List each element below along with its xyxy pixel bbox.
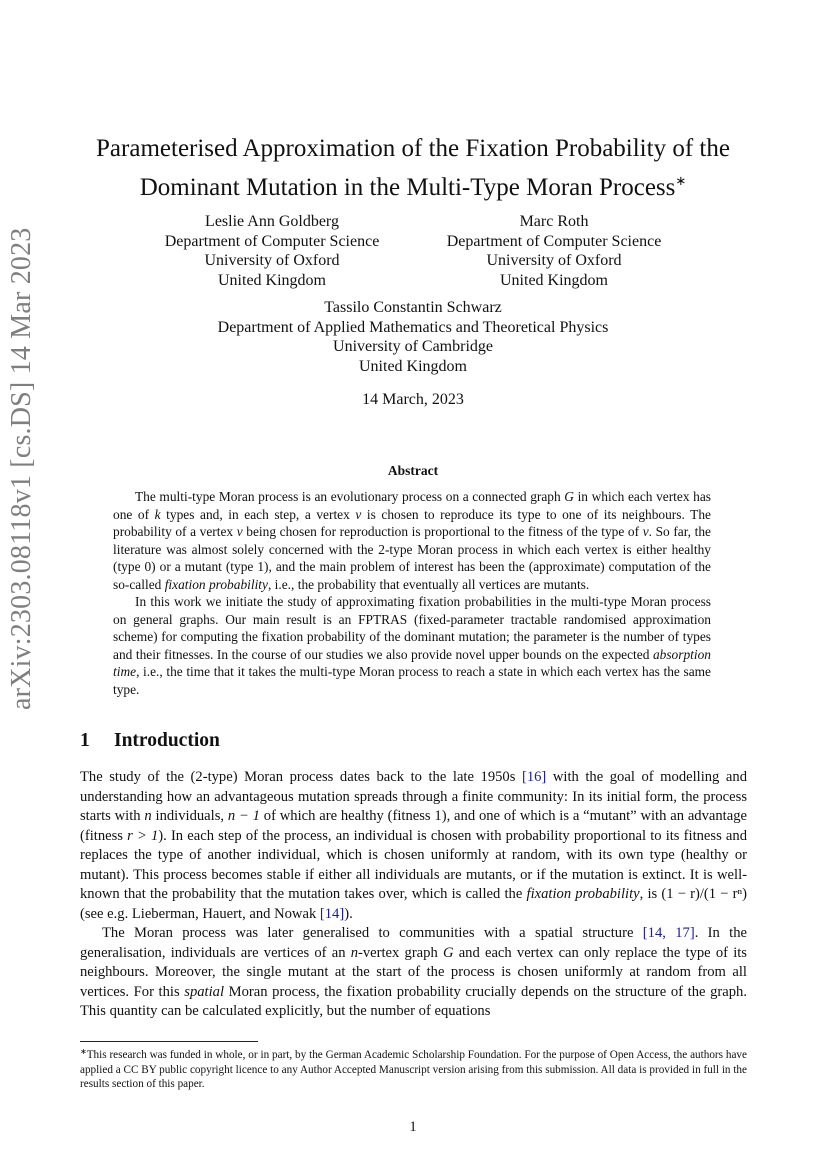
text-run: Moran process, the fixation probability crucially depends on the structure of the graph. This quantity can be calculated explicitly, but the number of equations <box>80 983 747 1019</box>
text-run: (see e.g. Lieberman, Hauert, and Nowak <box>80 905 320 922</box>
text-run: individuals, <box>151 808 228 824</box>
math-var: v <box>642 524 649 539</box>
text-run: ). In each step of the process, an individual is chosen with probability proportional to its fitness and replaces the type of another individual, which is chosen uniformly at random, with its own type (healthy or mutant). This process becomes stable if either all individuals are mutants, or if the mutation is extinct. It is well-known that the probability that the mutation takes over, which is called the <box>80 827 747 902</box>
author-name: Tassilo Constantin Schwarz <box>324 299 502 316</box>
author-country: United Kingdom <box>218 271 326 289</box>
math-var: v <box>355 506 362 522</box>
intro-paragraph-2 <box>80 924 747 1022</box>
introduction-body <box>80 768 747 1022</box>
math-var: n <box>144 808 152 824</box>
text-run: , i.e., the probability that eventually all vertices are mutants. <box>267 576 590 592</box>
title-line-2-text: Dominant Mutation in the Multi-Type Moran Process <box>139 174 676 201</box>
text-run: In this work we initiate the study of approximating fixation probabilities in the multi-type Moran process on general graphs. Our main result is an FPTRAS (fixed-parameter tractable randomised approximation scheme) for computing the fixation probability of the dominant mutation; the parameter is the number of types and their fitnesses. In the course of our studies we also provide novel upper bounds on the expected <box>113 594 711 662</box>
citation-link[interactable]: [16] <box>521 769 547 785</box>
title-line-1: Parameterised Approximation of the Fixation Probability of the <box>96 135 730 162</box>
page-number: 1 <box>409 1119 417 1135</box>
footnote-text: This research was funded in whole, or in part, by the German Academic Scholarship Foundation. For the purpose of Open Access, the authors have applied a CC BY public copyright licence to any Author Accepted Manuscript version arising from this submission. All data is provided in full in the results section of this paper. <box>80 1049 747 1090</box>
text-run: types and, in each step, a vertex <box>160 506 356 522</box>
text-run: , is <box>639 886 662 902</box>
author-country: United Kingdom <box>359 357 467 375</box>
author-block-1 <box>132 212 412 290</box>
math-var: n <box>350 944 358 961</box>
author-block-3 <box>113 298 713 376</box>
emphasis: absorption time <box>113 646 711 679</box>
text-run: . In the generalisation, individuals are vertices of an <box>80 925 747 961</box>
text-run: , i.e., the time that it takes the multi-type Moran process to reach a state in which each vertex has the same type. <box>113 664 711 697</box>
author-name: Leslie Ann Goldberg <box>205 213 339 230</box>
text-run: with the goal of modelling and understanding how an advantageous mutation spreads through a finite community: In its initial form, the process starts with <box>80 769 747 824</box>
author-department: Department of Computer Science <box>164 232 380 250</box>
math-formula: (1 − r)/(1 − rⁿ) <box>661 886 747 902</box>
text-run: of which are healthy (fitness 1), and one of which is a “mutant” with an advantage (fitness <box>80 808 747 844</box>
math-var: G <box>442 944 454 961</box>
emphasis: spatial <box>184 983 225 1000</box>
math-var: v <box>236 524 243 539</box>
text-run: The multi-type Moran process is an evolutionary process on a connected graph <box>135 489 565 504</box>
emphasis: fixation probability <box>526 886 640 902</box>
text-run: . So far, the literature was almost solely concerned with the 2-type Moran process in which each vertex is either healthy (type 0) or a mutant (type 1), and the main problem of interest has been the (approximate) computation of the so-called <box>113 524 711 592</box>
paper-title <box>80 133 746 204</box>
math-var: k <box>154 506 161 522</box>
text-run: The study of the (2-type) Moran process dates back to the late 1950s <box>80 769 522 785</box>
author-department: Department of Computer Science <box>446 232 662 250</box>
author-block-2 <box>414 212 694 290</box>
footnote-mark: ∗ <box>80 1047 87 1056</box>
author-university: University of Cambridge <box>333 338 493 355</box>
section-number: 1 <box>80 730 90 751</box>
footnote-divider <box>80 1041 258 1042</box>
arxiv-identifier[interactable]: arXiv:2303.08118v1 [cs.DS] 14 Mar 2023 <box>6 227 37 710</box>
abstract-body <box>113 488 711 698</box>
abstract-paragraph-2 <box>113 593 711 698</box>
section-title: Introduction <box>114 730 220 751</box>
math-expr: r > 1 <box>127 827 159 844</box>
author-university: University of Oxford <box>204 252 340 269</box>
emphasis: fixation probability <box>164 576 268 592</box>
text-run: being chosen for reproduction is proportional to the fitness of the type of <box>242 524 643 539</box>
abstract-paragraph-1 <box>113 488 711 593</box>
author-department: Department of Applied Mathematics and Theoretical Physics <box>217 318 609 336</box>
intro-paragraph-1 <box>80 768 747 924</box>
author-country: United Kingdom <box>500 271 608 289</box>
section-heading-introduction <box>80 730 220 752</box>
title-line-2 <box>80 165 746 204</box>
footnote <box>80 1045 747 1092</box>
citation-link[interactable]: [14] <box>319 905 345 922</box>
math-expr: n − 1 <box>227 808 260 824</box>
abstract-heading: Abstract <box>387 463 439 478</box>
text-run: and each vertex can only replace the type of its neighbours. Moreover, the single mutant at the start of the process is chosen uniformly at random from all vertices. For this <box>80 944 747 1000</box>
citation-link[interactable]: [14, 17] <box>642 925 695 941</box>
math-var: G <box>564 489 574 504</box>
text-run: is chosen to reproduce its type to one of its neighbours. The probability of a vertex <box>113 506 711 539</box>
title-footnote-mark[interactable]: ∗ <box>675 173 687 188</box>
author-name: Marc Roth <box>519 213 589 230</box>
author-university: University of Oxford <box>486 252 622 269</box>
publication-date: 14 March, 2023 <box>362 391 464 408</box>
text-run: ). <box>344 905 353 922</box>
text-run: in which each vertex has one of <box>113 489 711 522</box>
text-run: The Moran process was later generalised to communities with a spatial structure <box>102 925 643 941</box>
text-run: -vertex graph <box>358 944 443 961</box>
